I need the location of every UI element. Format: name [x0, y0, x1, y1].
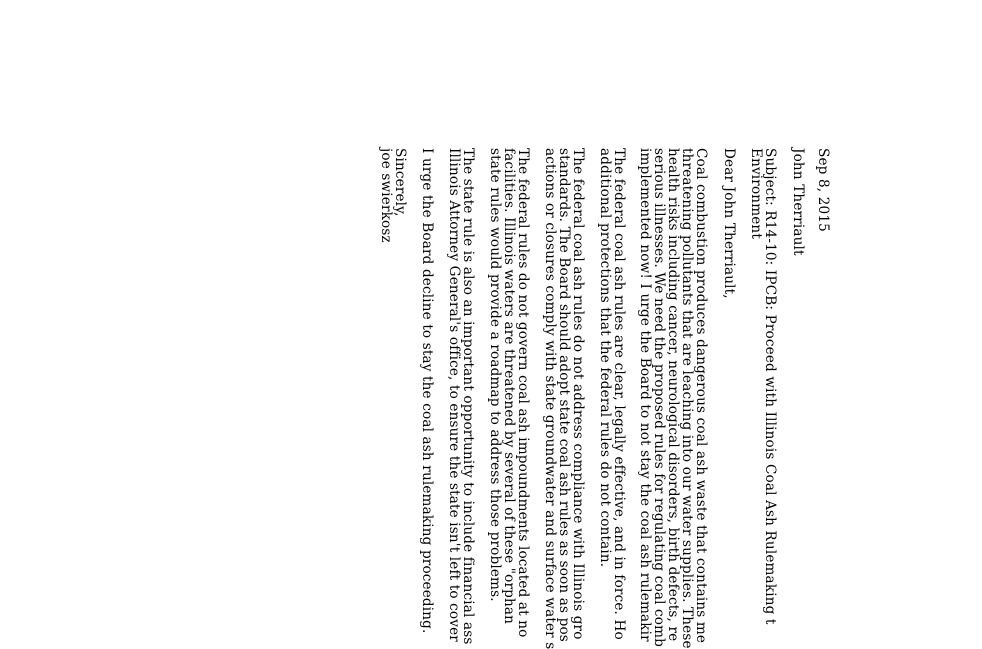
paragraph-3-line-1: The federal coal ash rules do not address compliance with Illinois gro: [570, 148, 586, 640]
paragraph-4-line-2: facilities. Illinois waters are threatened by several of these "orphan: [501, 148, 517, 625]
paragraph-4-line-1: The federal rules do not govern coal ash impoundments located at no: [515, 148, 531, 638]
paragraph-3-line-3: actions or closures comply with state groundwater and surface water s: [542, 148, 558, 649]
paragraph-5-line-1: The state rule is also an important opportunity to include financial ass: [460, 148, 476, 645]
letter: [182, 0, 982, 649]
letter-date: Sep 8, 2015: [815, 148, 831, 232]
letter-sender: John Therriault: [790, 148, 806, 256]
paragraph-1-line-1: Coal combustion produces dangerous coal ash waste that contains me: [693, 148, 709, 644]
paragraph-1-line-5: implemented now! I urge the Board to not stay the coal ash rulemakir: [637, 148, 653, 642]
letter-body: [182, 0, 982, 649]
paragraph-2-line-1: The federal coal ash rules are clear, legally effective, and in force. Ho: [611, 148, 627, 640]
paragraph-1-line-3: health risks including cancer, neurological disorders, birth defects, re: [665, 148, 681, 642]
paragraph-2-line-2: additional protections that the federal rules do not contain.: [597, 148, 613, 568]
paragraph-4-line-3: state rules would provide a roadmap to address those problems.: [487, 148, 503, 602]
paragraph-6-line-1: I urge the Board decline to stay the coal ash rulemaking proceeding.: [419, 148, 435, 634]
paragraph-5-line-2: Illinois Attorney General's office, to ensure the state isn't left to cover: [446, 148, 462, 642]
subject-line-2: Environment: [748, 148, 764, 239]
signature-name: joe swierkosz: [378, 148, 394, 243]
closing: Sincerely,: [392, 148, 408, 217]
paragraph-1-line-4: serious illnesses. We need the proposed rules for regulating coal comb: [651, 148, 667, 648]
salutation: Dear John Therriault,: [721, 148, 737, 299]
paragraph-3-line-2: standards. The Board should adopt state coal ash rules as soon as pos: [556, 148, 572, 642]
paragraph-1-line-2: threatening pollutants that are leaching into our water supplies. These: [679, 148, 695, 649]
subject-line-1: Subject: R14-10: IPCB: Proceed with Illinois Coal Ash Rulemaking t: [762, 148, 778, 625]
